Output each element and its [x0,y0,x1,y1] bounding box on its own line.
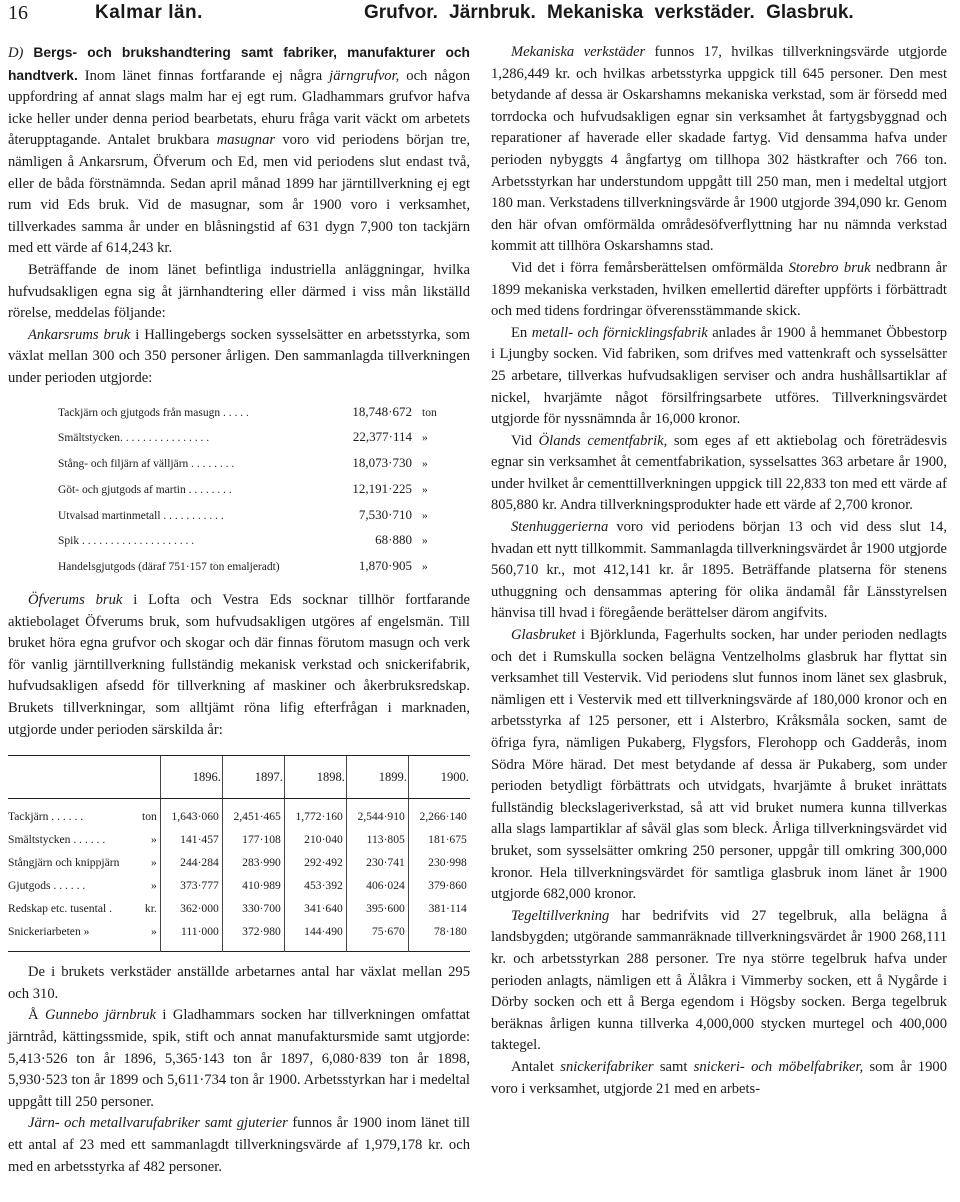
section-topics: Grufvor. Järnbruk. Mekaniska verkstäder. Glasbruk. [364,2,854,23]
text-run-italic: Gunnebo järnbruk [44,1007,156,1024]
table-cell: 113·805 [346,828,408,851]
table-cell: 230·998 [408,851,470,874]
text-run: som eges af ett aktiebolag och företrädesvis egnar sin verksamhet åt cementfabrikation, sysselsattes 363 arbetare år 1900, under hvilket år cementtillverkningen uppgick till 22,833 ton med ett värde af 805,880 kr. Andra tillverkningsprodukter hade ett värde af 2,700 kronor. [491,432,947,514]
row-label: Tackjärn . . . . . . [8,810,84,824]
text-run: voro vid periodens början tre, nämligen å Ankarsrum, Öfverum och Ed, men vid periodens slut endast två, eller de båda förstnämnda. Sedan april månad 1899 har järntillverkning ej egt rum vid Eds bruk. Vid de masugnar, som år 1900 voro i verksamhet, tillverkades samma år under en blåsningstid af 631 dygn 7,900 ton tackjärn med ett värde af 614,243 kr. [8,132,471,257]
left-column [8,42,470,1178]
running-header [8,2,946,30]
production-row [58,477,498,503]
text-run-italic: Stenhuggerierna [511,519,609,536]
table-cell: 395·600 [346,897,408,920]
production-unit: » [422,483,428,496]
year-header: 1897. [222,756,284,799]
year-header: 1896. [160,756,222,799]
production-unit: » [422,432,428,445]
text-run: som år 1900 voro i verksamhet, utgjorde 21 med en arbets- [491,1058,947,1097]
paragraph-metal-factories [8,1113,470,1178]
production-label: Utvalsad martinmetall . . . . . . . . . . . [58,509,224,522]
production-unit: » [422,458,428,471]
right-column [491,42,947,1100]
production-row [58,503,498,529]
table-cell: 292·492 [284,851,346,874]
text-run-italic: metall- och förnicklingsfabrik [531,324,708,341]
paragraph-joinery [491,1057,947,1100]
text-run-italic: Ankarsrums bruk [28,326,131,343]
text-run-italic: Tegeltillverkning [511,907,610,924]
text-run-italic: Storebro bruk [788,259,871,276]
table-cell: 330·700 [222,897,284,920]
paragraph-glass [491,625,947,906]
table-cell: 362·000 [160,897,222,920]
paragraph-nickel-factory [491,323,947,431]
production-label: Handelsgjutgods (däraf 751·157 ton emaljeradt) [58,561,280,574]
row-label: Stångjärn och knippjärn [8,856,120,870]
county-title: Kalmar län. [95,2,203,23]
row-unit: kr. [144,902,157,916]
paragraph-mining-intro [8,42,470,260]
table-row [8,897,470,920]
production-label: Göt- och gjutgods af martin . . . . . . . . [58,483,232,496]
paragraph-workshops [491,42,947,258]
text-run-italic: snickeri- och möbelfabriker, [693,1058,864,1075]
production-row [58,554,498,580]
section-heading: Bergs- och brukshandtering samt fabriker, manufakturer och handtverk. [8,45,470,83]
row-unit: » [151,833,157,847]
text-run: och någon uppfordring af annat slags malm har ej egt rum. Gladhammars grufvor hafva icke heller under denna period bearbetats, ehuru fråga varit väckt om arbetets återupptagande. Antalet brukbara [8,67,470,149]
production-label: Stång- och filjärn af välljärn . . . . . . . . [58,458,235,471]
text-run-italic: masugnar [216,132,276,149]
production-label: Tackjärn och gjutgods från masugn . . . . . [58,406,249,419]
row-label: Gjutgods . . . . . . [8,879,86,893]
paragraph-gunnebo [8,1005,470,1113]
table-cell: 230·741 [346,851,408,874]
text-run: Vid det i förra femårsberättelsen omförmälda [511,259,789,276]
table-cell: 372·980 [222,920,284,952]
production-row [58,400,498,426]
table-row [8,851,470,874]
table-cell: 410·989 [222,874,284,897]
text-run: Vid [511,432,539,449]
table-cell: 144·490 [284,920,346,952]
text-run-italic: Ölands cementfabrik, [538,432,668,449]
production-value: 7,530·710 [358,506,412,522]
text-run: nedbrann år 1899 mekaniska verkstaden, hvilken emellertid därefter uppförts i förbättradt och med tidens fordringar öfverensstämmande skick. [491,259,947,320]
table-cell: 181·675 [408,828,470,851]
text-run: Inom länet finnas fortfarande ej några [77,67,330,84]
table-cell: 406·024 [346,874,408,897]
paragraph-brick [491,906,947,1057]
table-cell: 1,643·060 [160,799,222,829]
production-value: 22,377·114 [352,429,412,445]
year-header: 1898. [284,756,346,799]
year-header: 1899. [346,756,408,799]
table-cell: 373·777 [160,874,222,897]
table-cell: 177·108 [222,828,284,851]
text-run: anlades år 1900 å hemmanet Öbbestorp i Ljungby socken. Vid fabriken, som drifves med vattenkraft och sysselsätter 25 arbetare, tillverkas hufvudsakligen serviser och andra hushållsartiklar af nickel, hvarjämte något försilfringsarbete utföres. Tillverkningsvärdet utgjorde för nyssnämnda år 16,000 kronor. [491,324,947,428]
row-unit: ton [142,810,157,824]
table-cell: 111·000 [160,920,222,952]
row-unit: » [151,856,157,870]
table-corner [8,756,160,799]
row-unit: » [151,879,157,893]
table-cell: 379·860 [408,874,470,897]
table-cell: 1,772·160 [284,799,346,829]
text-run: funnos år 1900 inom länet till ett antal af 23 med ett sammanlagdt tillverkningsvärde af 1,979,178 kr. och med en arbetsstyrka af 482 personer. [8,1115,470,1175]
text-run: i Hallingebergs socken sysselsätter en arbetsstyrka, som växlat mellan 300 och 350 personer årligen. Den sammanlagda tillverkningen under perioden utgjorde: [8,326,470,386]
paragraph-ankarsrum [8,325,470,390]
paragraph-ofverum [8,590,470,741]
text-run: i Lofta och Vestra Eds socknar tillhör fortfarande aktiebolaget Öfverums bruk, som hufvudsakligen utgöres af engelsmän. Till bruket höra egna grufvor och skogar och där finnas förutom masugn och verk för vanlig järntillverkning fullständig mekanisk verkstad och snickerifabrik, hufvudsakligen afsedd för tillverkning af maskiner och åkerbruksredskap. Brukets tillverkningar, som alltjämt röna lifig efterfrågan i marknaden, utgjorde under perioden särskilda år: [8,592,470,738]
table-cell: 210·040 [284,828,346,851]
table-cell: 78·180 [408,920,470,952]
table-cell: 141·457 [160,828,222,851]
row-label: Redskap etc. tusental . [8,902,112,916]
table-row [8,920,470,952]
production-value: 12,191·225 [352,480,412,496]
table-cell: 2,266·140 [408,799,470,829]
table-cell: 453·392 [284,874,346,897]
paragraph-industry: Beträffande de inom länet befintliga industriella anläggningar, hvilka hufvudsakligen egna sig åt järnhandtering eller därmed i viss mån likställd rörelse, meddelas följande: [8,261,470,322]
table-header-row [8,756,470,799]
row-label: Snickeriarbeten » [8,925,90,939]
text-run: Å [28,1007,45,1024]
production-row [58,425,498,451]
year-header: 1900. [408,756,470,799]
page-number: 16 [8,2,28,24]
text-run: En [511,324,532,341]
text-run-italic: Mekaniska verkstäder [511,44,646,60]
table-cell: 341·640 [284,897,346,920]
production-unit: ton [422,406,437,419]
production-unit: » [422,509,428,522]
paragraph-storebro [491,258,947,323]
text-run-italic: järngrufvor, [329,67,400,84]
table-row [8,799,470,829]
text-run: i Björklunda, Fagerhults socken, har under perioden nedlagts och det i Rumskulla socken belägna Ventzelholms glasbruk har flyttat sin verksamhet till Vestervik. Vid periodens slut funnos inom länet sex glasbruk, nämligen ett i Vestervik med ett tillverkningsvärde af 180,000 kronor och en arbetsstyrka af 125 personer, ett i Alsterbro, Kråksmåla socken, samt de öfriga fyra, nämligen Pukaberg, Flygsfors, Flerohopp och Gadderås, inom Södra Möre härad. Det mest betydande af dessa är Pukaberg, som under perioden betydligt förbättrats och utvidgats, hvarjämte å bruket inrättats fullständig bleckslageriverkstad, så att vid bruket numera kunna tillverkas alla slags lampartiklar af såväl glas som bleck. Årliga tillverkningsvärdet vid bruket, som sysselsätter omkring 250 personer, uppgår till omkring 300,000 kronor. Hela tillverkningsvärdet för samtliga glasbruk inom länet år 1900 utgjorde 682,000 kronor. [491,627,947,903]
section-letter: D) [8,45,34,61]
text-run-italic: Järn- och metallvarufabriker samt gjuterier [28,1115,288,1132]
text-run-italic: snickerifabriker [560,1058,654,1075]
production-unit: » [422,561,428,574]
production-row [58,451,498,477]
table-cell: 2,544·910 [346,799,408,829]
text-run: har bedrifvits vid 27 tegelbruk, alla belägna å landsbygden; utgörande sammanräknade tillverkningsvärdet år 1900 268,111 kr. och arbetsstyrkan 288 personer. Tre nya större tegelbruk hafva under perioden anlagts, nämligen ett å Älåkra i Vimmerby socken, ett å Nygårde i Dörby socken och ett å Berga egendom i Högsby socken. Berga tegelbruk beräknas årligen kunna tillverka 4,000,000 stycken murtegel och 400,000 taktegel. [491,907,947,1054]
production-list [58,400,498,581]
text-run-italic: Glasbruket [511,627,576,644]
production-label: Spik . . . . . . . . . . . . . . . . . . . . [58,535,195,548]
production-value: 1,870·905 [358,558,412,574]
paragraph-stone [491,517,947,625]
table-row [8,874,470,897]
row-unit: » [151,925,157,939]
text-run: i Gladhammars socken har tillverkningen omfattat järntråd, kättingssmide, spik, stift och annat manufaktursmide samt utgjorde: 5,413·526 ton år 1896, 5,365·143 ton år 1897, 6,080·839 ton år 1898, 5,930·523 ton år 1899 och 5,611·734 ton år 1900. Arbetsstyrkan har i medeltal uppgått till 250 personer. [8,1007,470,1110]
production-value: 68·880 [375,532,412,548]
production-label: Smältstycken. . . . . . . . . . . . . . . . [58,432,210,445]
production-row [58,528,498,554]
table-cell: 75·670 [346,920,408,952]
paragraph-cement [491,431,947,517]
production-value: 18,748·672 [352,403,412,419]
paragraph-workers: De i brukets verkstäder anställde arbetarnes antal har växlat mellan 295 och 310. [8,964,470,1002]
table-cell: 244·284 [160,851,222,874]
table-cell: 2,451·465 [222,799,284,829]
production-unit: » [422,535,428,548]
ofverum-production-table [8,755,470,952]
text-run: samt [653,1058,694,1075]
text-run: voro vid periodens början 13 och vid dess slut 14, hvadan ett nytt tillkommit. Sammanlagda tillverkningsvärdet år 1900 utgjorde 560,710 kr., mot 412,141 kr. år 1895. Beträffande platserna för stenens uthuggning och densammas aptering för olika ändamål får Länsstyrelsen hänvisa till hvad i föregående berättelser därom angifvits. [491,519,947,622]
table-cell: 381·114 [408,897,470,920]
text-run: funnos 17, hvilkas tillverkningsvärde utgjorde 1,286,449 kr. och hvilkas arbetsstyrka uppgick till 645 personer. Den mest betydande af dessa är Oskarshamns mekaniska verkstad, som är försedd med torrdocka och hufvudsakligen egnar sin verksamhet åt fartygsbyggnad och reparationer af haverade eller skadade fartyg. Vid densamma hafva under perioden nybyggts 4 ångfartyg om tillhopa 302 hästkrafter och 766 ton. Arbetsstyrkan har understundom uppgått till 250 man, men i medeltal utgjort 180 man. Verkstadens tillverkningsvärde år 1900 utgjorde 394,090 kr. Genom den här ofvan omförmälda områdesöfverflyttning har nu nämnda verkstad kommit att tillhöra Oskarshamns stad. [491,44,947,255]
row-label: Smältstycken . . . . . . [8,833,106,847]
text-run-italic: Öfverums bruk [28,592,123,609]
production-value: 18,073·730 [352,455,412,471]
table-row [8,828,470,851]
table-cell: 283·990 [222,851,284,874]
text-run: Antalet [511,1058,561,1075]
